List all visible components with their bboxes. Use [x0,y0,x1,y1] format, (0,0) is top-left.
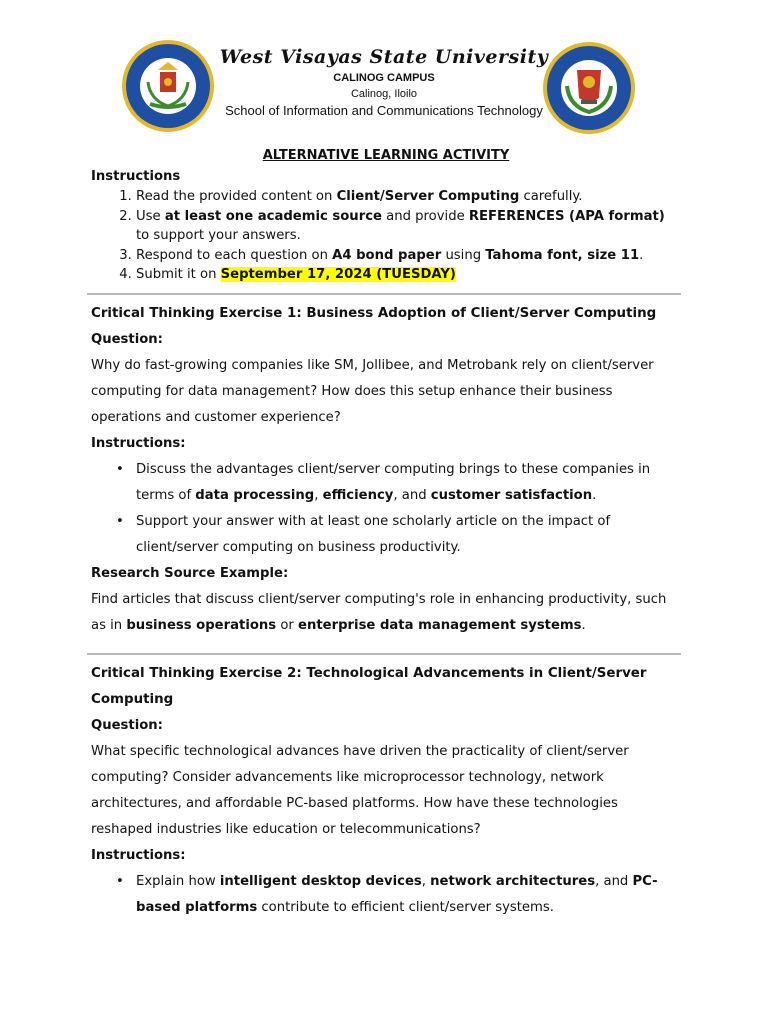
instructions-heading: Instructions [91,169,181,184]
exercise1-bullets [91,457,681,561]
section-divider [87,293,681,295]
list-item: • Explain how intelligent desktop devices, network architectures, and PC-based platforms contribute to efficient client/server systems. [136,869,681,921]
list-item: • Discuss the advantages client/server computing brings to these companies in terms of data processing, efficiency, and customer satisfaction. [136,457,681,509]
section-divider [87,653,681,655]
list-item: 3. Respond to each question on A4 bond paper using Tahoma font, size 11. [136,246,681,266]
exercise1-source-label: Research Source Example: [91,565,289,581]
exercise2-bullets [91,869,681,921]
list-item: 1. Read the provided content on Client/Server Computing carefully. [136,187,681,207]
exercise2-question: What specific technological advances have driven the practicality of client/server computing? Consider advancements like microprocessor technology, network architectures, and affordable PC-based platforms. How have these technologies reshaped industries like education or telecommunications? [91,743,629,837]
deadline-highlight: September 17, 2024 (TUESDAY) [220,267,456,282]
exercise1-question-label: Question: [91,331,163,347]
exercise1-question: Why do fast-growing companies like SM, Jollibee, and Metrobank rely on client/server computing for data management? How does this setup enhance their business operations and customer experience? [91,357,654,425]
instructions-list [91,187,681,285]
list-item: • Support your answer with at least one scholarly article on the impact of client/server computing on business productivity. [136,509,681,561]
document-body [91,148,681,921]
exercise2-question-label: Question: [91,717,163,733]
school-name: School of Information and Communications Technology [225,103,543,118]
campus-name: CALINOG CAMPUS [333,72,435,84]
campus-location: Calinog, Iloilo [350,88,418,100]
exercise1-title: Critical Thinking Exercise 1: Business Adoption of Client/Server Computing [91,305,657,321]
letterhead [0,38,768,138]
list-item: 2. Use at least one academic source and provide REFERENCES (APA format) to support your answers. [136,207,681,246]
exercise2-instructions-label: Instructions: [91,847,186,863]
activity-title: ALTERNATIVE LEARNING ACTIVITY [262,148,510,163]
exercise1-source: Find articles that discuss client/server computing's role in enhancing productivity, such as in business operations or enterprise data management systems. [91,591,667,633]
list-item: 4. Submit it on September 17, 2024 (TUESDAY) [136,265,681,285]
university-name: West Visayas State University [219,46,549,68]
exercise1-instructions-label: Instructions: [91,435,186,451]
exercise2-title: Critical Thinking Exercise 2: Technological Advancements in Client/Server Computing [91,665,647,707]
